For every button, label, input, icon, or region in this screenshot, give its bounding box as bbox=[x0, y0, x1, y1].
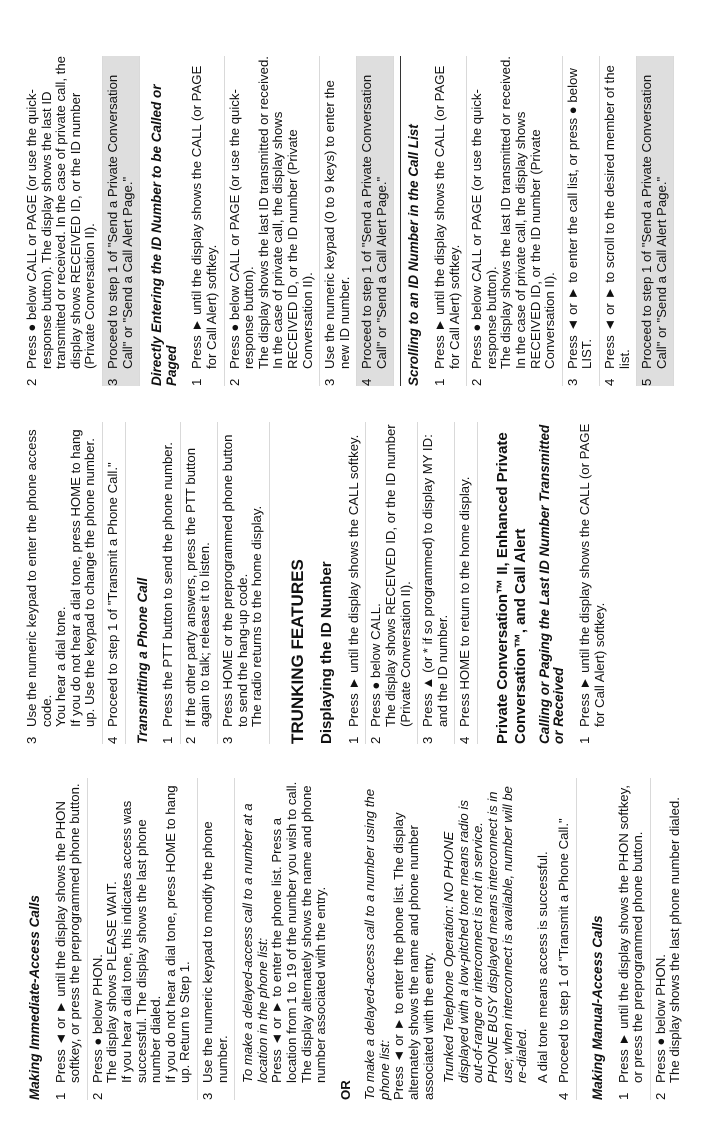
heading-private-conversation: Private Conversation™ II, Enhanced Private Conversation™, and Call Alert bbox=[493, 432, 529, 744]
tx-step-2: 2 If the other party answers, press the PTT button again to talk; release it to listen. bbox=[181, 422, 218, 744]
heading-immediate-access: Making Immediate-Access Calls bbox=[27, 895, 42, 1100]
id-step-3: 3 Press ▲ (or * if so programmed) to display MY ID: and the ID number. bbox=[418, 422, 455, 744]
manual-step-2: 2 Press ● below PHON. The display shows the last phone number dialed. bbox=[652, 797, 683, 1100]
step-4: 4 Proceed to step 1 of "Transmit a Phone Call." bbox=[554, 778, 577, 1100]
step-3: 3 Use the numeric keypad to enter the phone access code. You hear a dial tone. If you do not hear a dial tone, press HOME to hang up. Use the keypad to change the phone number. bbox=[22, 422, 103, 744]
scroll-step-5: 5 Proceed to step 1 of "Send a Private Conversation Call" or "Send a Call Alert Page." bbox=[637, 56, 674, 386]
direct-step-4: 4 Proceed to step 1 of "Send a Private Conversation Call" or "Send a Call Alert Page." bbox=[357, 56, 394, 386]
step-2: 2 Press ● below PHON. The display shows PLEASE WAIT. If you hear a dial tone, this indicates access was successful. The display shows the last phone number dialed. If you do not hear a dial tone, press HOME to hang up. Return to Step 1. bbox=[88, 778, 198, 1100]
dial-tone-note: A dial tone means access is successful. bbox=[534, 851, 550, 1083]
scroll-step-4: 4 Press ◄ or ► to scroll to the desired member of the list. bbox=[600, 56, 637, 386]
heading-calling-last-id: Calling or Paging the Last ID Number Transmitted or Received bbox=[536, 424, 567, 744]
manual-step-1: 1 Press ► until the display shows the PHON softkey, or press the preprogrammed phone button. bbox=[614, 778, 651, 1100]
heading-trunking-features: TRUNKING FEATURES bbox=[287, 559, 307, 744]
or-label: OR bbox=[337, 1080, 353, 1100]
scroll-step-1: 1 Press ► until the display shows the CALL (or PAGE for Call Alert) softkey. bbox=[430, 56, 467, 386]
call-step-1: 1 Press ► until the display shows the CALL (or PAGE for Call Alert) softkey. bbox=[577, 423, 607, 744]
divider bbox=[400, 56, 401, 386]
heading-manual-access: Making Manual-Access Calls bbox=[590, 915, 605, 1100]
heading-transmitting: Transmitting a Phone Call bbox=[134, 577, 150, 744]
heading-displaying-id: Displaying the ID Number bbox=[317, 561, 335, 744]
tx-step-3: 3 Press HOME or the preprogrammed phone button to send the hang-up code. The radio returns to the home display. bbox=[218, 422, 270, 744]
column-1 bbox=[22, 778, 687, 1100]
step-3: 3 Use the numeric keypad to modify the phone number. bbox=[198, 778, 235, 1100]
delayed-access-phone-list: To make a delayed-access call to a number using the phone list: Press ◄ or ► to enter the phone list. The display alternately shows the name and phone number associated with the entry. bbox=[362, 788, 436, 1100]
id-step-1: 1 Press ► until the display shows the CALL softkey. bbox=[344, 422, 367, 744]
delayed-access-location: To make a delayed-access call to a number at a location in the phone list: Press ◄ or ► to enter the phone list. Press a location from 1 to 19 of the number you wish to call. The display alternately shows the name and phone number associated with the entry. bbox=[240, 781, 329, 1083]
column-3 bbox=[22, 56, 674, 386]
scroll-step-3: 3 Press ◄ or ► to enter the call list, or press ● below LIST. bbox=[563, 56, 600, 386]
call-step-2: 2 Press ● below CALL or PAGE (or use the quick-response button). The display shows the last ID transmitted or received. In the case of private call, the display shows RECEIVED ID, or the ID number (Private Conversation II). bbox=[22, 56, 103, 386]
direct-step-3: 3 Use the numeric keypad (0 to 9 keys) to enter the new ID number. bbox=[320, 56, 357, 386]
direct-step-2: 2 Press ● below CALL or PAGE (or use the quick-response button). The display shows the last ID transmitted or received. In the case of private call, the display shows RECEIVED ID, or the ID number (Private Conversation II). bbox=[225, 56, 321, 386]
id-step-2: 2 Press ● below CALL. The display shows RECEIVED ID, or the ID number (Private Conversation II). bbox=[366, 422, 418, 744]
id-step-4: 4 Press HOME to return to the home display. bbox=[455, 422, 478, 744]
call-step-3: 3 Proceed to step 1 of "Send a Private Conversation Call" or "Send a Call Alert Page." bbox=[103, 56, 140, 386]
scroll-step-2: 2 Press ● below CALL or PAGE (or use the quick-response button). The display shows the last ID transmitted or received. In the case of private call, the display shows RECEIVED ID, or the ID number (Private Conversation II). bbox=[467, 56, 563, 386]
step-4: 4 Proceed to step 1 of "Transmit a Phone Call." bbox=[103, 422, 126, 744]
trunked-note: Trunked Telephone Operation: NO PHONE displayed with a low-pitched tone means radio is out-of-range or interconnect is not in service. PHONE BUSY displayed means interconnect is in use; when interconnect is available, number will be re-dialed. bbox=[441, 786, 530, 1083]
heading-scrolling: Scrolling to an ID Number in the Call List bbox=[406, 124, 422, 386]
heading-directly-entering: Directly Entering the ID Number to be Called or Paged bbox=[149, 84, 179, 386]
tx-step-1: 1 Press the PTT button to send the phone number. bbox=[158, 422, 181, 744]
direct-step-1: 1 Press ► until the display shows the CALL (or PAGE for Call Alert) softkey. bbox=[187, 56, 224, 386]
step-1: 1 Press ◄ or ► until the display shows the PHON softkey, or press the preprogrammed phone button. bbox=[51, 778, 88, 1100]
column-2 bbox=[22, 422, 611, 744]
